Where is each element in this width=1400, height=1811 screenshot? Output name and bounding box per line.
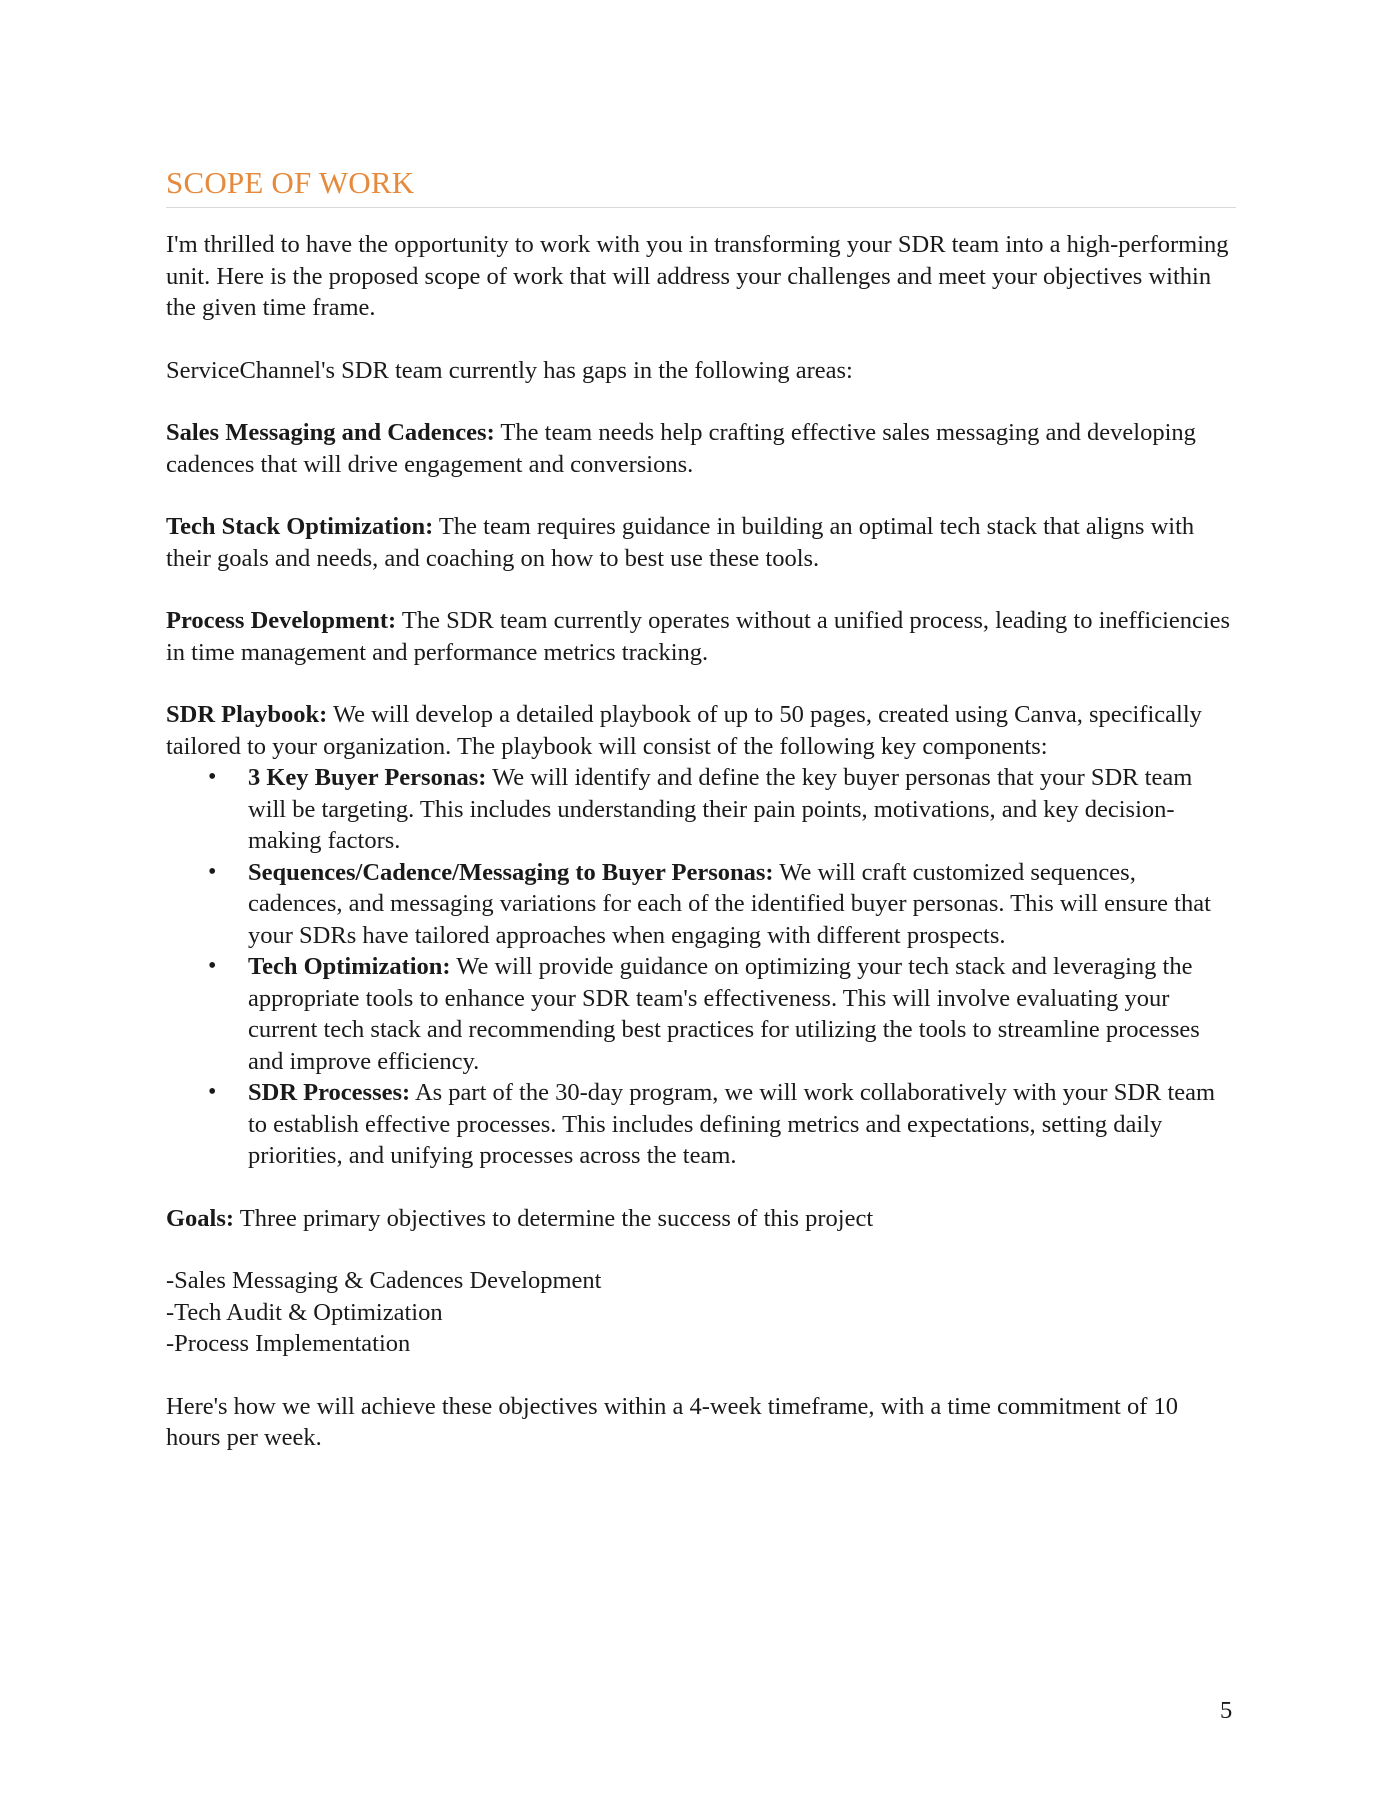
gap-text: The team needs help crafting effective sales messaging and developing cadences that will drive engagement and conversions. bbox=[166, 419, 1196, 478]
page-number: 5 bbox=[1220, 1697, 1233, 1724]
goals-label: Goals: bbox=[166, 1204, 235, 1232]
gap-label: Sales Messaging and Cadences: bbox=[166, 419, 495, 446]
item-label: 3 Key Buyer Personas: bbox=[248, 764, 487, 791]
playbook-paragraph bbox=[166, 699, 1236, 762]
item-text: We will identify and define the key buyer personas that your SDR team will be targeting. This includes understanding their pain points, motivations, and key decision-making factors. bbox=[248, 764, 1193, 854]
gap-text: The SDR team currently operates without a unified process, leading to inefficiencies in time management and performance metrics tracking. bbox=[166, 607, 1231, 666]
list-item bbox=[248, 1077, 1236, 1172]
goal-item: -Process Implementation bbox=[166, 1330, 411, 1357]
gap-tech-stack bbox=[166, 511, 1236, 574]
gap-label: Process Development: bbox=[166, 607, 397, 634]
gap-process-development bbox=[166, 605, 1236, 668]
goal-item: -Sales Messaging & Cadences Development bbox=[166, 1267, 602, 1294]
item-text: As part of the 30-day program, we will work collaboratively with your SDR team to establish effective processes. This includes defining metrics and expectations, setting daily priorities, and unifying processes across the team. bbox=[248, 1079, 1216, 1169]
playbook-label: SDR Playbook: bbox=[166, 701, 328, 728]
gap-label: Tech Stack Optimization: bbox=[166, 513, 434, 540]
item-label: Sequences/Cadence/Messaging to Buyer Personas: bbox=[248, 858, 774, 886]
item-label: SDR Processes: bbox=[248, 1079, 411, 1106]
playbook-components-list bbox=[166, 762, 1236, 1172]
gap-text: The team requires guidance in building an optimal tech stack that aligns with their goals and needs, and coaching on how to best use these tools. bbox=[166, 513, 1195, 572]
intro-paragraph: I'm thrilled to have the opportunity to work with you in transforming your SDR team into a high-performing unit. Here is the proposed scope of work that will address your challenges and meet your objectives within the given time frame. bbox=[166, 231, 1229, 321]
closing-paragraph: Here's how we will achieve these objectives within a 4-week timeframe, with a time commitment of 10 hours per week. bbox=[166, 1392, 1179, 1451]
gaps-intro-paragraph: ServiceChannel's SDR team currently has gaps in the following areas: bbox=[166, 356, 853, 384]
section-heading: SCOPE OF WORK bbox=[166, 165, 1236, 208]
gap-sales-messaging bbox=[166, 417, 1236, 480]
goals-text: Three primary objectives to determine the success of this project bbox=[234, 1204, 874, 1232]
playbook-text: We will develop a detailed playbook of up to 50 pages, created using Canva, specifically tailored to your organization. The playbook will consist of the following key components: bbox=[166, 701, 1202, 760]
goal-item: -Tech Audit & Optimization bbox=[166, 1298, 443, 1326]
list-item bbox=[248, 951, 1236, 1077]
item-text: We will craft customized sequences, cadences, and messaging variations for each of the identified buyer personas. This will ensure that your SDRs have tailored approaches when engaging with different prospects. bbox=[248, 858, 1211, 949]
item-label: Tech Optimization: bbox=[248, 953, 451, 980]
document-page bbox=[166, 165, 1236, 1454]
goals-list bbox=[166, 1265, 1236, 1360]
list-item bbox=[248, 857, 1236, 952]
item-text: We will provide guidance on optimizing your tech stack and leveraging the appropriate tools to enhance your SDR team's effectiveness. This will involve evaluating your current tech stack and recommending best practices for utilizing the tools to streamline processes and improve efficiency. bbox=[248, 953, 1200, 1075]
goals-paragraph bbox=[166, 1203, 1236, 1235]
list-item bbox=[248, 762, 1236, 857]
